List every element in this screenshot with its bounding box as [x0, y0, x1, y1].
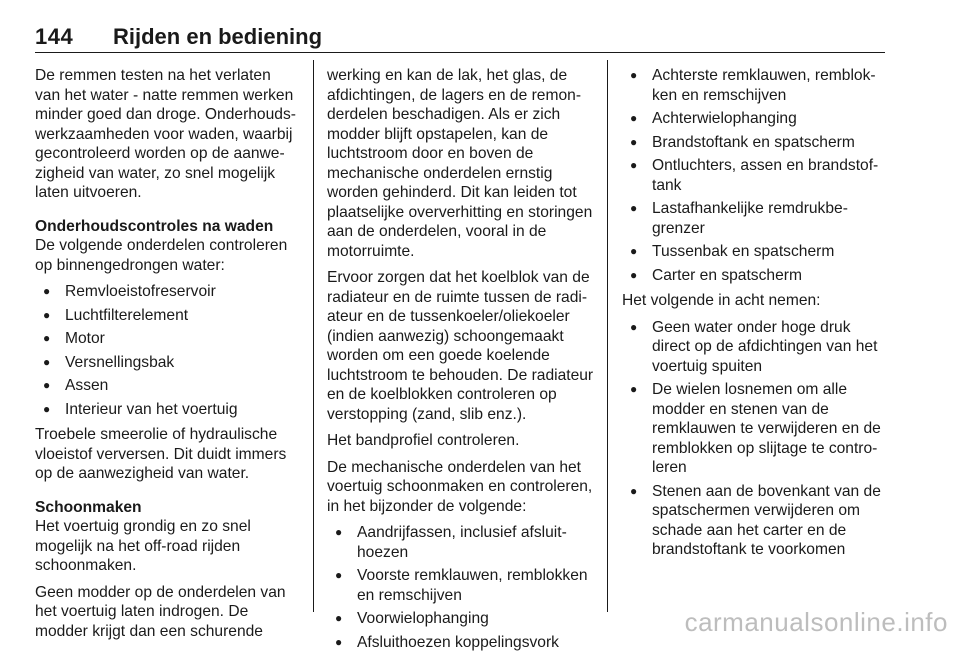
paragraph: De mechanische onderdelen van het voertuig schoonmaken en controleren, in het bijzonder de volgende:: [327, 458, 593, 515]
bullet-list: [35, 282, 300, 419]
list-item: ● Voorste remklauwen, remblokken en remschijven: [327, 566, 595, 605]
bullet-list: [622, 66, 890, 285]
column-divider-1: [313, 60, 314, 612]
column-divider-2: [607, 60, 608, 612]
paragraph: Het bandprofiel controleren.: [327, 432, 520, 449]
page-number: 144: [35, 24, 74, 49]
list-item: ● Brandstoftank en spatscherm: [622, 133, 890, 153]
list-item: ● Afsluithoezen koppelingsvork: [327, 633, 595, 653]
list-item: ● Tussenbak en spatscherm: [622, 242, 890, 262]
column-2: [327, 66, 595, 658]
list-item: ● Luchtfilterelement: [35, 306, 300, 326]
list-item: ● Stenen aan de bovenkant van de spatschermen verwijderen om schade aan het carter en de brandstoftank te voorkomen: [622, 482, 890, 560]
watermark-text: carmanualsonline.info: [684, 607, 948, 637]
header-divider: [35, 52, 885, 53]
bullet-list: [622, 318, 890, 560]
list-item: ● Interieur van het voertuig: [35, 400, 300, 420]
paragraph: Ervoor zorgen dat het koelblok van de radiateur en de ruimte tussen de radiateur en de tussenkoeler/oliekoeler (indien aanwezig) schoongemaakt worden om een goede koelende luchtstroom te behouden. De radiateur en de koelblokken controleren op verstopping (zand, slib enz.).: [327, 269, 594, 423]
list-item: ● Motor: [35, 329, 300, 349]
section-title: Rijden en bediening: [113, 24, 323, 49]
list-item: ● Lastafhankelijke remdrukbegrenzer: [622, 199, 890, 238]
section-heading: Schoonmaken: [35, 498, 142, 516]
paragraph: De volgende onderdelen controleren op binnengedrongen water:: [35, 237, 288, 274]
paragraph: De remmen testen na het verlaten van het water - natte remmen werken minder goed dan droge. Onderhoudswerkzaamheden voor waden, waarbij gecontroleerd worden op de aanwezigheid van water, zo snel mogelijk laten uitvoeren.: [35, 67, 296, 201]
list-item: ● Voorwielophanging: [327, 609, 595, 629]
bullet-list: [327, 523, 595, 652]
list-item: ● Remvloeistofreservoir: [35, 282, 300, 302]
paragraph: Geen modder op de onderdelen van het voertuig laten indrogen. De modder krijgt dan een schurende: [35, 583, 286, 640]
list-item: ● Versnellingsbak: [35, 353, 300, 373]
list-item: ● Achterste remklauwen, remblokken en remschijven: [622, 66, 890, 105]
paragraph: Het volgende in acht nemen:: [622, 292, 821, 309]
column-3: [622, 66, 890, 566]
list-item: ● Carter en spatscherm: [622, 266, 890, 286]
list-item: ● Geen water onder hoge druk direct op de afdichtingen van het voertuig spuiten: [622, 318, 890, 377]
list-item: ● De wielen losnemen om alle modder en stenen van de remklauwen te verwijderen en de remblokken op slijtage te controleren: [622, 380, 890, 478]
paragraph: werking en kan de lak, het glas, de afdichtingen, de lagers en de remonderdelen beschadigen. Als er zich modder blijft opstapelen, kan de luchtstroom door en boven de mechanische onderdelen ernstig worden gehinderd. Dit kan leiden tot plaatselijke oververhitting en storingen aan de onderdelen, vooral in de motorruimte.: [327, 67, 593, 260]
list-item: ● Ontluchters, assen en brandstoftank: [622, 156, 890, 195]
list-item: ● Achterwielophanging: [622, 109, 890, 129]
section-heading: Onderhoudscontroles na waden: [35, 217, 274, 235]
paragraph: Het voertuig grondig en zo snel mogelijk na het off-road rijden schoonmaken.: [35, 518, 251, 574]
column-1: [35, 66, 300, 648]
page-header: [35, 24, 885, 50]
list-item: ● Aandrijfassen, inclusief afsluithoezen: [327, 523, 595, 562]
paragraph: Troebele smeerolie of hydraulische vloeistof verversen. Dit duidt immers op de aanwezigheid van water.: [35, 426, 287, 482]
list-item: ● Assen: [35, 376, 300, 396]
